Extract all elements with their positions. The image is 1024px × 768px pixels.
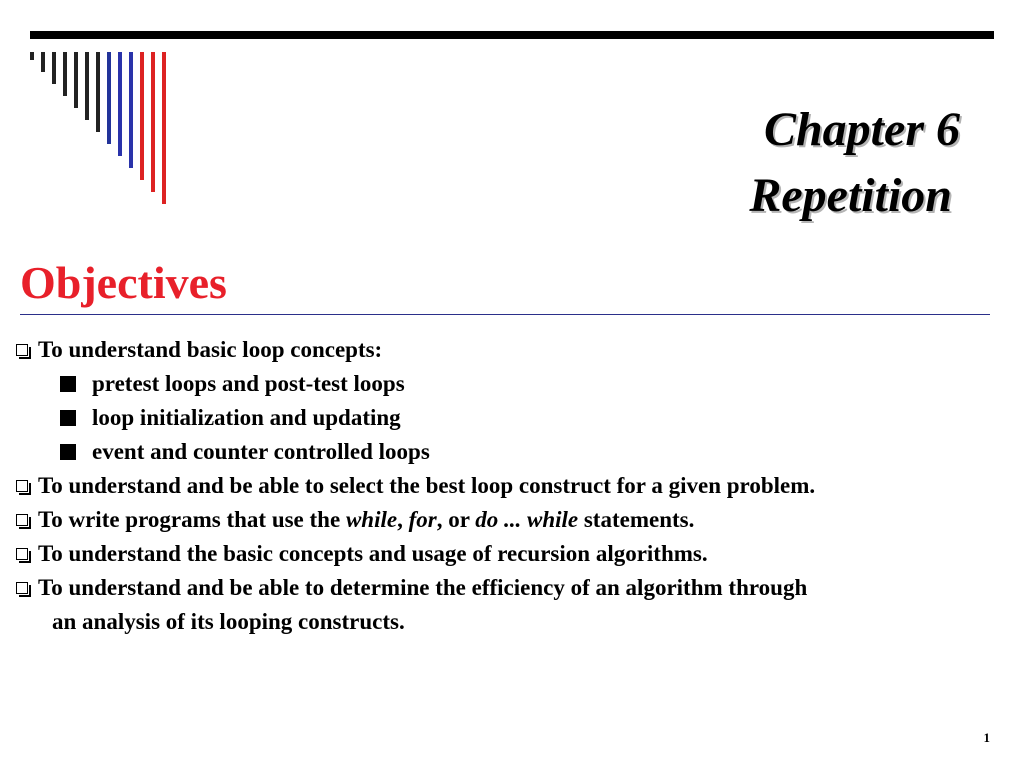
objective-item: To understand the basic concepts and usage of recursion algorithms. [16, 537, 1016, 571]
stripe-line [118, 52, 122, 156]
title-block [690, 100, 980, 230]
objective-item: To write programs that use the while, for, or do ... while statements. [16, 503, 1016, 537]
square-bullet-icon [60, 376, 76, 392]
slide-number: 1 [983, 730, 990, 745]
stripe-line [30, 52, 34, 60]
stripe-line [129, 52, 133, 168]
square-bullet-icon [60, 444, 76, 460]
checkbox-bullet-icon [16, 582, 28, 594]
checkbox-bullet-icon [16, 548, 28, 560]
title-topic: Repetition [749, 169, 952, 222]
stripe-line [41, 52, 45, 72]
square-bullet-icon [60, 410, 76, 426]
objective-item: To understand and be able to determine the efficiency of an algorithm through [16, 571, 1016, 605]
stripe-line [151, 52, 155, 192]
title-chapter: Chapter 6 [763, 103, 960, 156]
stripe-line [162, 52, 166, 204]
sub-item: pretest loops and post-test loops [16, 367, 1016, 401]
stripe-line [52, 52, 56, 84]
stripe-line [85, 52, 89, 120]
heading-rule [20, 314, 990, 315]
sub-item: event and counter controlled loops [16, 435, 1016, 469]
stripe-line [107, 52, 111, 144]
stripe-line [96, 52, 100, 132]
objective-continuation: an analysis of its looping constructs. [52, 609, 405, 634]
objectives-heading: Objectives [20, 257, 227, 308]
checkbox-bullet-icon [16, 480, 28, 492]
objectives-list [16, 333, 1016, 639]
checkbox-bullet-icon [16, 344, 28, 356]
decorative-stripes [0, 0, 200, 220]
objective-item: To understand basic loop concepts: [16, 333, 1016, 367]
sub-item: loop initialization and updating [16, 401, 1016, 435]
checkbox-bullet-icon [16, 514, 28, 526]
objective-item: To understand and be able to select the best loop construct for a given problem. [16, 469, 1016, 503]
stripe-line [63, 52, 67, 96]
stripe-line [140, 52, 144, 180]
stripe-line [74, 52, 78, 108]
